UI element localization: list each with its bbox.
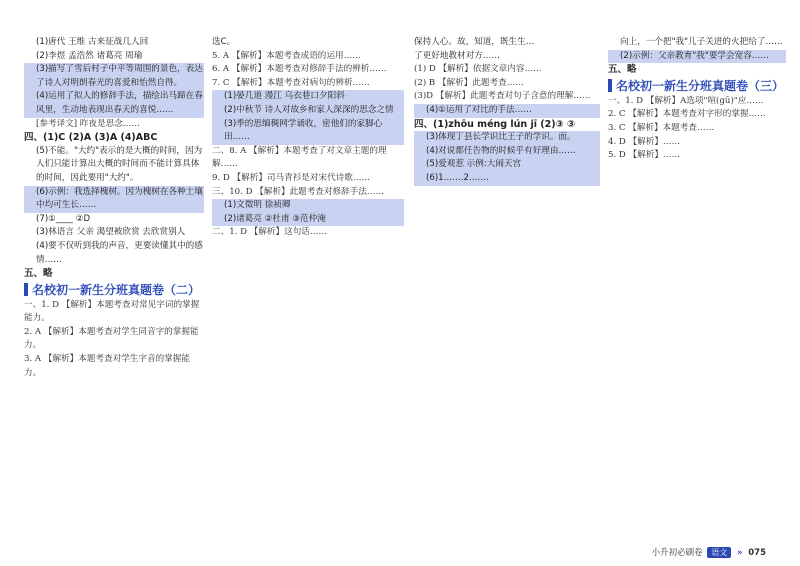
column-2 bbox=[212, 36, 404, 240]
answer-line: 一、1. D 【解析】本题考查对常见字词的掌握能力。 bbox=[24, 299, 200, 324]
answer-line: (2) B 【解析】此题考查…… bbox=[414, 77, 524, 88]
translation-note: [参考译文] 昨夜是思念…… bbox=[36, 118, 140, 129]
answer-line: (1)唐代 王维 古来征战几人回 bbox=[36, 37, 149, 47]
answer-line: (2)诸葛亮 ②杜甫 ③范仲淹 bbox=[212, 213, 404, 227]
section-heading: 五、略 bbox=[608, 64, 637, 76]
title-text: 名校初一新生分班真题卷（二） bbox=[32, 282, 201, 297]
answer-line: (6)示例：我选择槐树。因为槐树在各种土壤中均可生长…… bbox=[24, 186, 204, 213]
answer-line: (5)爱观惹 示例:大闹天宫 bbox=[414, 158, 600, 172]
page-number: 075 bbox=[748, 548, 766, 558]
answer-line: 一、1. D 【解析】A选项"喧(gū)"应…… bbox=[608, 95, 764, 106]
answer-line: (3)体现丁县长学识比王子的学识。面。 bbox=[414, 131, 600, 145]
section-heading: 五、略 bbox=[24, 268, 53, 280]
answer-line: 4. D 【解析】…… bbox=[608, 136, 681, 147]
test-title bbox=[608, 77, 786, 95]
answer-line: (2)中秋节 诗人对故乡和家人深深的思念之情 bbox=[212, 104, 404, 118]
answer-line: (3)D 【解析】此题考查对句子含意的理解…… bbox=[414, 91, 591, 102]
answer-line: 2. A 【解析】本题考查对学生同音字的掌握能力。 bbox=[24, 326, 199, 351]
answer-line: (3)季的思缅稠网学诵收，密他们的家脚心田…… bbox=[212, 118, 404, 145]
answer-line: (5)不能。"大约"表示的是大概的时间，因为人们只能计算出大概的时间而不能计算具体的时间，因此要用"大约"。 bbox=[36, 145, 203, 183]
answer-line: (4)对说都任告物的时候乎有好理由…… bbox=[414, 145, 600, 159]
answer-line: 3. A 【解析】本题考查对学生字音的掌握能力。 bbox=[24, 354, 190, 378]
column-3 bbox=[414, 36, 600, 186]
answer-line: 保持人心。故，知道，既生生… bbox=[414, 37, 535, 47]
answer-line: 7. C 【解析】本题考查对病句的辨析…… bbox=[212, 77, 370, 88]
answer-line: 选C。 bbox=[212, 37, 236, 47]
title-text: 名校初一新生分班真题卷（三） bbox=[616, 78, 785, 93]
section-heading: 四、(1)C (2)A (3)A (4)ABC bbox=[24, 132, 158, 144]
title-marker-icon bbox=[608, 79, 612, 92]
footer-label: 小升初必刷卷 bbox=[651, 548, 703, 558]
column-1 bbox=[24, 36, 204, 380]
answer-line: (1)文徵明 徐祯卿 bbox=[212, 199, 404, 213]
section-heading: 四、(1)zhōu méng lún jī (2)③ ③ bbox=[414, 118, 575, 130]
answer-line: 三、10. D 【解析】此题考查对修辞手法…… bbox=[212, 186, 385, 197]
answer-line: (2)示例：父亲教育"我"要学会宽容…… bbox=[608, 50, 786, 64]
answer-line: (1)晏几道 漫江 乌衣巷口夕阳斜 bbox=[212, 90, 404, 104]
answer-line: (2)李煜 孟浩然 诸葛亮 周瑜 bbox=[36, 50, 143, 61]
answer-line: (3)林语言 父亲 渴望被欣赏 去欣赏别人 bbox=[36, 227, 186, 238]
answer-line: (7)①____ ②D bbox=[36, 213, 91, 224]
answer-line: 向上，一个把"我"儿子关进的火把给了…… bbox=[620, 37, 783, 47]
answer-line: 3. C 【解析】本题考查…… bbox=[608, 122, 715, 133]
answer-line: 5. D 【解析】…… bbox=[608, 150, 681, 161]
answer-line: (1) D 【解析】依据文章内容…… bbox=[414, 64, 542, 75]
answer-line: 2. C 【解析】本题考查对字形的掌握…… bbox=[608, 109, 766, 120]
answer-line: 了更好地教材对方…… bbox=[414, 50, 500, 61]
double-arrow-icon: » bbox=[737, 548, 743, 558]
test-title bbox=[24, 281, 204, 299]
title-marker-icon bbox=[24, 283, 28, 296]
page-footer bbox=[652, 546, 766, 558]
answer-line: 9. D 【解析】司马青衫是对宋代诗歌…… bbox=[212, 172, 371, 183]
answer-line: 二、1. D 【解析】这句话…… bbox=[212, 227, 328, 238]
answer-line: 6. A 【解析】本题考查对修辞手法的辨析…… bbox=[212, 64, 387, 75]
answer-line: 5. A 【解析】本题考查成语的运用…… bbox=[212, 50, 361, 61]
answer-line: (6)1.……2.…… bbox=[414, 172, 600, 186]
answer-line: 二、8. A 【解析】本题考查了对文章主题的理解…… bbox=[212, 145, 387, 170]
answer-line: (4)①运用了对比的手法…… bbox=[414, 104, 600, 118]
column-4 bbox=[608, 36, 786, 163]
answer-line: (4)运用了拟人的修辞手法，描绘出马蹄在春风里，生动地表现出春天的喜悦…… bbox=[24, 90, 204, 117]
subject-badge: 语文 bbox=[707, 547, 731, 558]
answer-line: (3)描写了雪后村子中平等周围的景色，表达了诗人对明朗春光的喜爱和怡然自得。 bbox=[24, 63, 204, 90]
answer-line: (4)要不仅听到我的声音，更要读懂其中的感情…… bbox=[36, 240, 203, 265]
